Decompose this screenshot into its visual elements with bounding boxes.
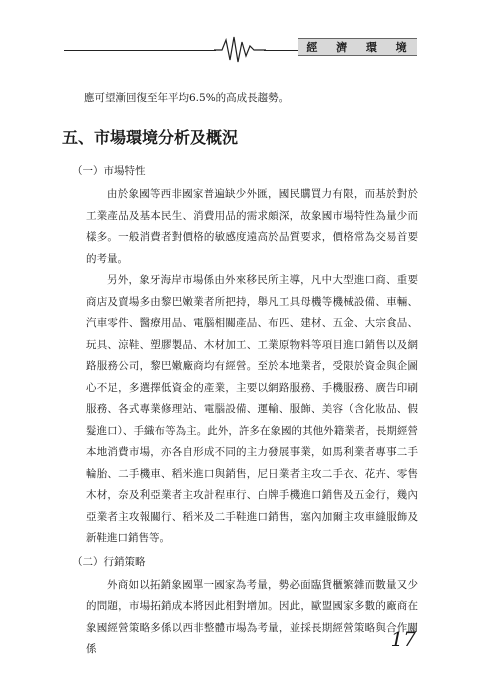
section-tab: [298, 38, 417, 56]
continuation-text: 應可望漸回復至年平均6.5%的高成長趨勢。: [84, 92, 290, 104]
section-tab-char: 濟: [336, 41, 350, 54]
page-number: 17: [390, 627, 416, 651]
paragraph: 由於象國等西非國家普遍缺少外匯，國民購買力有限，而基於對於工業產品及基本民生、消費用品的需求頗深，故象國市場特性為量少而樣多。一般消費者對價格的敏感度遠高於品質要求，價格常為交易首要的考量。: [86, 188, 418, 265]
page-body: [62, 88, 418, 661]
paragraph: 外商如以拓銷象國單一國家為考量，勢必面臨貨櫃繁雜而數量又少的問題，市場拓銷成本將因此相對增加。因此，歐盟國家多數的廠商在象國經營策略多係以西非整體市場為考量，並採長期經營策略與合作關係: [86, 578, 418, 655]
subsection-heading-market-traits: （一）市場特性: [72, 165, 146, 177]
section-tab-char: 經: [306, 41, 320, 54]
page-header: [0, 0, 480, 70]
section-tab-char: 環: [365, 41, 379, 54]
subsection-heading-marketing-strategy: （二）行銷策略: [72, 555, 146, 568]
paragraph: 另外，象牙海岸市場係由外來移民所主導，凡中大型進口商、重要商店及賣場多由黎巴嫩業者所把持，舉凡工具母機等機械設備、車輛、汽車零件、醫療用品、電腦相關產品、布匹、建材、五金、大宗食品、玩具、涼鞋、塑膠製品、木材加工、工業原物料等項目進口銷售以及網路服務公司，黎巴嫩廠商均有經營。至於本地業者，受限於資金與企圖心不足，多選擇低資金的產業，主要以網路服務、手機服務、廣告印刷服務、各式專業修理站、電腦設備、運輸、服飾、美容（含化妝品、假髮進口）、手織布等為主。此外，許多在象國的其他外籍業者，長期經營本地消費市場，亦各自形成不同的主力發展事業，如馬利業者專事二手輪胎、二手機車、稻米進口與銷售，尼日業者主攻二手衣、花卉、零售木材，奈及利亞業者主攻計程車行、白牌手機進口銷售及五金行，幾內亞業者主攻報關行、稻米及二手鞋進口銷售，塞內加爾主攻車縫服飾及新鞋進口銷售等。: [86, 274, 418, 544]
section-tab-char: 境: [395, 41, 409, 54]
section-heading: 五、市場環境分析及概況: [62, 128, 239, 147]
heartbeat-pulse-icon: [214, 34, 266, 64]
header-rule-left: [64, 50, 216, 51]
